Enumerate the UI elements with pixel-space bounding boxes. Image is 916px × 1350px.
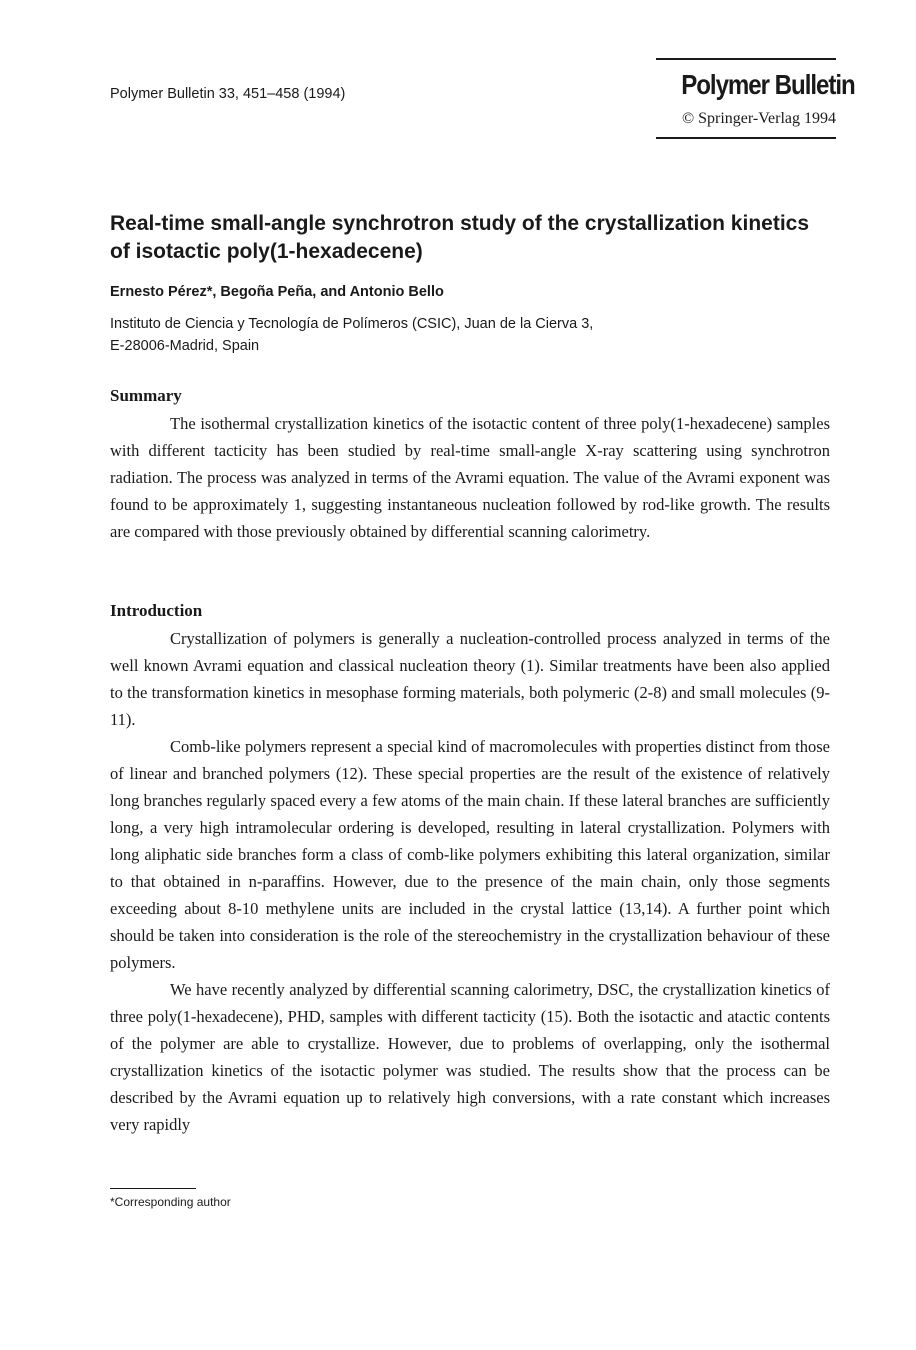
summary-section (110, 385, 830, 545)
introduction-paragraph: Comb-like polymers represent a special kind of macromolecules with properties distinct from those of linear and branched polymers (12). These special properties are the result of the existence of relatively long branches regularly spaced every a few atoms of the main chain. If these lateral branches are sufficiently long, a very high intramolecular ordering is developed, resulting in lateral crystallization. Polymers with long aliphatic side branches form a class of comb-like polymers exhibiting this lateral organization, similar to that obtained in n-paraffins. However, due to the presence of the main chain, only those segments exceeding about 8-10 methylene units are included in the crystal lattice (13,14). A further point which should be taken into consideration is the role of the stereochemistry in the crystallization behaviour of these polymers. (110, 737, 830, 972)
author-list: Ernesto Pérez*, Begoña Peña, and Antonio Bello (110, 284, 444, 300)
affiliation-line: Instituto de Ciencia y Tecnología de Polímeros (CSIC), Juan de la Cierva 3, (110, 316, 594, 332)
article-title: Real-time small-angle synchrotron study of the crystallization kinetics of isotactic poly(1-hexadecene) (110, 212, 810, 263)
summary-heading: Summary (110, 386, 182, 405)
publisher-copyright: © Springer-Verlag 1994 (681, 110, 836, 127)
affiliation-line: E-28006-Madrid, Spain (110, 338, 260, 354)
introduction-paragraph: Crystallization of polymers is generally a nucleation-controlled process analyzed in terms of the well known Avrami equation and classical nucleation theory (1). Similar treatments have been also applied to the transformation kinetics in mesophase forming materials, both polymeric (2-8) and small molecules (9-11). (110, 629, 830, 729)
introduction-section (110, 600, 830, 1138)
journal-citation: Polymer Bulletin 33, 451–458 (1994) (110, 86, 346, 102)
summary-paragraph: The isothermal crystallization kinetics of the isotactic content of three poly(1-hexadecene) samples with different tacticity has been studied by real-time small-angle X-ray scattering using synchrotron radiation. The process was analyzed in terms of the Avrami equation. The value of the Avrami exponent was found to be approximately 1, suggesting instantaneous nucleation followed by rod-like growth. The results are compared with those previously obtained by differential scanning calorimetry. (110, 414, 830, 541)
masthead-bottom-rule (656, 137, 836, 139)
introduction-paragraph: We have recently analyzed by differential scanning calorimetry, DSC, the crystallization kinetics of three poly(1-hexadecene), PHD, samples with different tacticity (15). Both the isotactic and atactic contents of the polymer are able to crystallize. However, due to problems of overlapping, only the isothermal crystallization kinetics of the isotactic polymer was studied. The results show that the process can be described by the Avrami equation up to relatively high conversions, with a rate constant which increases very rapidly (110, 980, 830, 1134)
masthead-top-rule (656, 58, 836, 60)
introduction-heading: Introduction (110, 601, 203, 620)
journal-name: Polymer Bulletin (681, 69, 855, 100)
journal-masthead (656, 58, 855, 139)
footnote-rule (110, 1188, 196, 1189)
footnote: *Corresponding author (110, 1195, 231, 1209)
affiliation (110, 313, 810, 357)
